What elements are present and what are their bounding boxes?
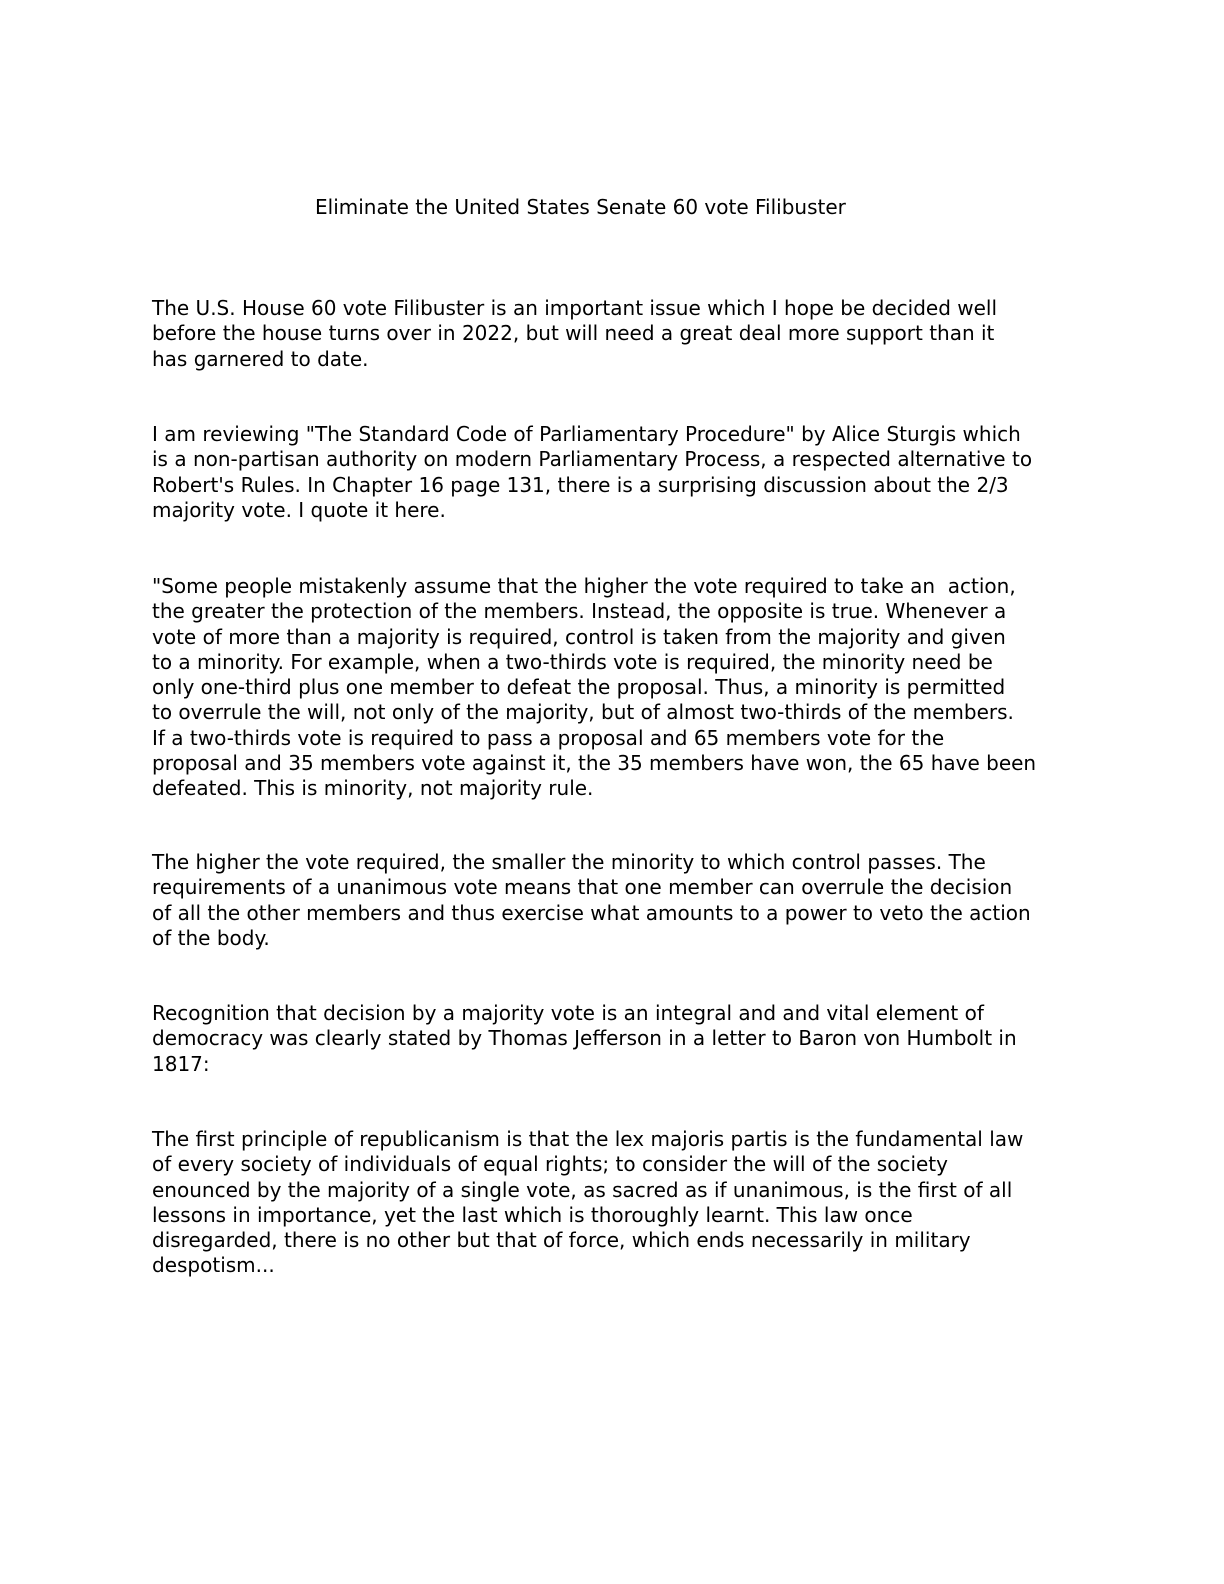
paragraph-line: democracy was clearly stated by Thomas Jefferson in a letter to Baron von Humbolt in <box>152 1026 1017 1051</box>
paragraph-jefferson-quote <box>152 1127 1082 1279</box>
paragraph-line: to a minority. For example, when a two-thirds vote is required, the minority need be <box>152 649 993 674</box>
paragraph-line: the greater the protection of the members. Instead, the opposite is true. Whenever a <box>152 599 1007 624</box>
paragraph-line: Recognition that decision by a majority vote is an integral and and vital element of <box>152 1001 984 1025</box>
paragraph-line: has garnered to date. <box>152 346 369 371</box>
paragraph-higher-vote <box>152 850 1082 951</box>
paragraph-line: Robert's Rules. In Chapter 16 page 131, there is a surprising discussion about the 2/3 <box>152 472 1009 497</box>
paragraph-line: despotism... <box>152 1253 275 1278</box>
paragraph-line: before the house turns over in 2022, but will need a great deal more support than it <box>152 321 995 346</box>
paragraph-line: is a non-partisan authority on modern Parliamentary Process, a respected alternative to <box>152 447 1033 472</box>
paragraph-line: "Some people mistakenly assume that the higher the vote required to take an action, <box>152 574 1016 598</box>
paragraph-sturgis-quote <box>152 574 1082 802</box>
paragraph-line: vote of more than a majority is required, control is taken from the majority and given <box>152 624 1006 649</box>
paragraph-line: The U.S. House 60 vote Filibuster is an important issue which I hope be decided well <box>152 296 998 320</box>
paragraph-line: only one-third plus one member to defeat the proposal. Thus, a minority is permitted <box>152 675 1006 700</box>
paragraph-line: The first principle of republicanism is that the lex majoris partis is the fundamental law <box>152 1127 1024 1151</box>
paragraph-line: of all the other members and thus exercise what amounts to a power to veto the action <box>152 900 1031 925</box>
paragraph-line: disregarded, there is no other but that of force, which ends necessarily in military <box>152 1228 971 1253</box>
paragraph-line: of the body. <box>152 925 270 950</box>
paragraph-sturgis-review <box>152 422 1082 523</box>
paragraph-line: enounced by the majority of a single vote, as sacred as if unanimous, is the first of all <box>152 1177 1013 1202</box>
paragraph-line: requirements of a unanimous vote means that one member can overrule the decision <box>152 875 1013 900</box>
paragraph-line: proposal and 35 members vote against it, the 35 members have won, the 65 have been <box>152 751 1037 776</box>
paragraph-jefferson-intro <box>152 1001 1082 1077</box>
paragraph-line: lessons in importance, yet the last which is thoroughly learnt. This law once <box>152 1202 913 1227</box>
paragraph-line: I am reviewing "The Standard Code of Parliamentary Procedure" by Alice Sturgis which <box>152 422 1021 446</box>
document-title: Eliminate the United States Senate 60 vote Filibuster <box>315 195 846 219</box>
paragraph-line: of every society of individuals of equal rights; to consider the will of the society <box>152 1152 948 1177</box>
paragraph-line: If a two-thirds vote is required to pass a proposal and 65 members vote for the <box>152 725 945 750</box>
paragraph-line: defeated. This is minority, not majority rule. <box>152 776 594 801</box>
paragraph-line: The higher the vote required, the smaller the minority to which control passes. The <box>152 850 986 874</box>
paragraph-line: majority vote. I quote it here. <box>152 497 446 522</box>
paragraph-house-filibuster <box>152 296 1082 372</box>
paragraph-line: to overrule the will, not only of the majority, but of almost two-thirds of the members. <box>152 700 1014 725</box>
paragraph-line: 1817: <box>152 1051 210 1076</box>
